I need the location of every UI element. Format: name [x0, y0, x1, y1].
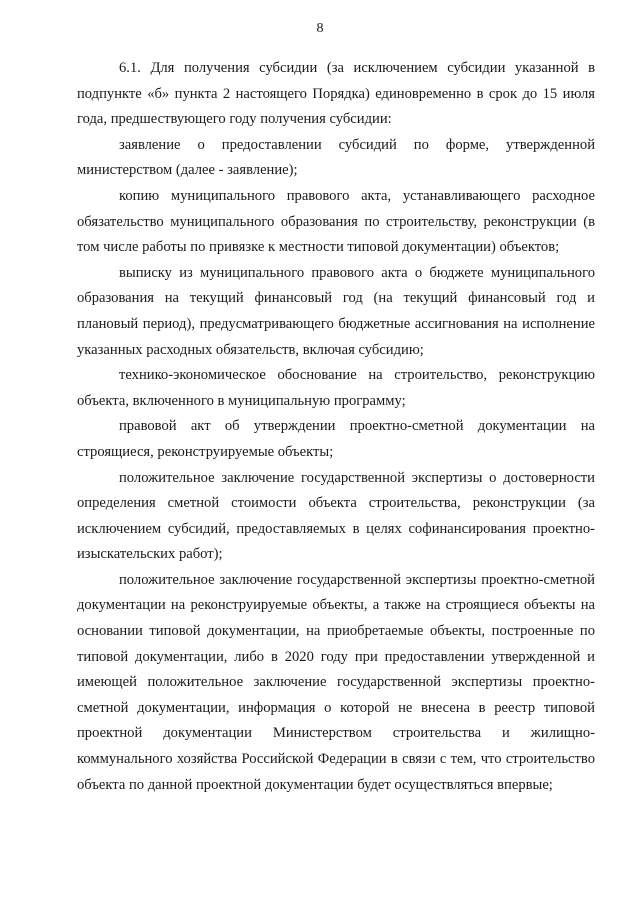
paragraph-municipal-act-copy: копию муниципального правового акта, устанавливающего расходное обязательство муниципального образования по строительству, реконструкции (в том числе работы по привязке к местности типовой документации) объектов; — [77, 187, 595, 256]
paragraph-cost-expertise: положительное заключение государственной экспертизы о достоверности определения сметной стоимости объекта строительства, реконструкции (за исключением субсидий, предоставляемых в целях софинансирования проектно-изыскательских работ); — [77, 469, 595, 563]
paragraph-intro: 6.1. Для получения субсидии (за исключением субсидии указанной в подпункте «б» пункта 2 настоящего Порядка) единовременно в срок до 15 июля года, предшествующего году получения субсидии: — [77, 60, 595, 128]
paragraph-feasibility-study: технико-экономическое обоснование на строительство, реконструкцию объекта, включенного в муниципальную программу; — [77, 367, 595, 409]
paragraph-design-expertise: положительное заключение государственной экспертизы проектно-сметной документации на реконструируемые объекты, а также на строящиеся объекты на основании типовой документации, на приобретаемые объекты, построенные по типовой документации, либо в 2020 году при предоставлении утвержденной и имеющей положительное заключение государственной экспертизы проектно-сметной документации, информация о которой не внесена в реестр типовой проектной документации Министерством строительства и жилищно-коммунального хозяйства Российской Федерации в связи с тем, что строительство объекта по данной проектной документации будет осуществляться впервые; — [77, 571, 595, 793]
paragraph-application: заявление о предоставлении субсидий по форме, утвержденной министерством (далее - заявление); — [77, 136, 595, 179]
paragraph-budget-extract: выписку из муниципального правового акта о бюджете муниципального образования на текущий финансовый год (на текущий финансовый год и плановый период), предусматривающего бюджетные ассигнования на исполнение указанных расходных обязательств, включая субсидию; — [77, 264, 595, 358]
paragraph-legal-act: правовой акт об утверждении проектно-сметной документации на строящиеся, реконструируемые объекты; — [77, 418, 595, 460]
page-number: 8 — [316, 21, 324, 36]
document-body — [77, 56, 595, 798]
